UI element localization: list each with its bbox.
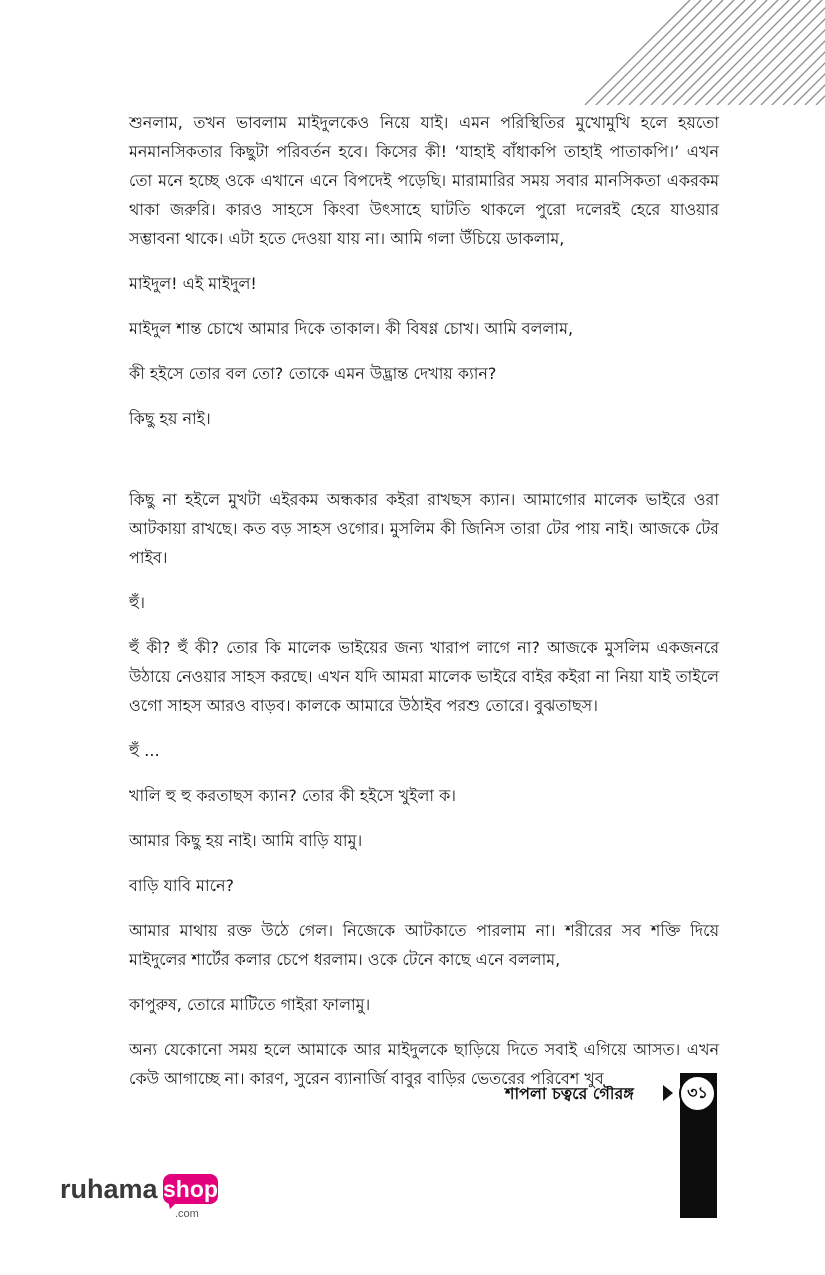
corner-hatch-decoration <box>485 0 825 105</box>
dialogue-line: কিছু হয় নাই। <box>129 409 211 428</box>
paragraph: মাইদুল শান্ত চোখে আমার দিকে তাকাল। কী বিষণ্ণ চোখ। আমি বললাম, <box>129 319 574 338</box>
dialogue-line: হুঁ কী? হুঁ কী? তোর কি মালেক ভাইয়ের জন্য খারাপ লাগে না? আজকে মুসলিম একজনরে উঠায়ে নেওয়ার সাহস করছে। এখন যদি আমরা মালেক ভাইরে বাইর কইরা না নিয়া যাই তাইলে ওগো সাহস আরও বাড়ব। কালকে আমারে উঠাইব পরশু তোরে। বুঝতাছস। <box>129 638 719 715</box>
dialogue-line: খালি হু হু করতাছস ক্যান? তোর কী হইসে খুইলা ক। <box>129 786 457 805</box>
ruhama-shop-logo <box>60 1170 225 1225</box>
dialogue-line: আমার কিছু হয় নাই। আমি বাড়ি যামু। <box>129 831 363 850</box>
paragraph: শুনলাম, তখন ভাবলাম মাইদুলকেও নিয়ে যাই। এমন পরিস্থিতির মুখোমুখি হলে হয়তো মনমানসিকতার কিছুটা পরিবর্তন হবে। কিসের কী! ‘যাহাই বাঁধাকপি তাহাই পাতাকপি।’ এখন তো মনে হচ্ছে ওকে এখানে এনে বিপদেই পড়েছি। মারামারির সময় সবার মানসিকতা একরকম থাকা জরুরি। কারও সাহসে কিংবা উৎসাহে ঘাটতি থাকলে পুরো দলেরই হেরে যাওয়ার সম্ভাবনা থাকে। এটা হতে দেওয়া যায় না। আমি গলা উঁচিয়ে ডাকলাম, <box>129 113 719 248</box>
page-number: ৩১ <box>687 1083 708 1102</box>
dialogue-line: বাড়ি যাবি মানে? <box>129 876 235 895</box>
dialogue-line: কিছু না হইলে মুখটা এইরকম অন্ধকার কইরা রাখছস ক্যান। আমাগোর মালেক ভাইরে ওরা আটকায়া রাখছে। কত বড় সাহস ওগোর। মুসলিম কী জিনিস তারা টের পায় নাই। আজকে টের পাইব। <box>129 490 719 567</box>
page-body-text <box>129 108 719 1109</box>
dialogue-line: কী হইসে তোর বল তো? তোকে এমন উদ্ভ্রান্ত দেখায় ক্যান? <box>129 364 497 383</box>
logo-domain: .com <box>175 1208 199 1220</box>
triangle-arrow-icon <box>663 1085 673 1101</box>
logo-wordmark: ruhama <box>60 1174 158 1204</box>
page-number-badge <box>679 1075 716 1112</box>
logo-shop-badge: shop <box>163 1174 218 1204</box>
running-footer-book-title: শাপলা চত্বরে গৌরঙ্গ <box>505 1084 634 1103</box>
dialogue-line: হুঁ। <box>129 593 145 612</box>
dialogue-line: কাপুরুষ, তোরে মাটিতে গাইরা ফালামু। <box>129 995 371 1014</box>
paragraph: আমার মাথায় রক্ত উঠে গেল। নিজেকে আটকাতে পারলাম না। শরীরের সব শক্তি দিয়ে মাইদুলের শার্টের কলার চেপে ধরলাম। ওকে টেনে কাছে এনে বললাম, <box>129 921 719 969</box>
dialogue-line: হুঁ ... <box>129 741 160 760</box>
paragraph: অন্য যেকোনো সময় হলে আমাকে আর মাইদুলকে ছাড়িয়ে দিতে সবাই এগিয়ে আসত। এখন কেউ আগাচ্ছে না। কারণ, সুরেন ব্যানার্জি বাবুর বাড়ির ভেতরের পরিবেশ খুব <box>129 1040 719 1088</box>
dialogue-line: মাইদুল! এই মাইদুল! <box>129 274 257 293</box>
